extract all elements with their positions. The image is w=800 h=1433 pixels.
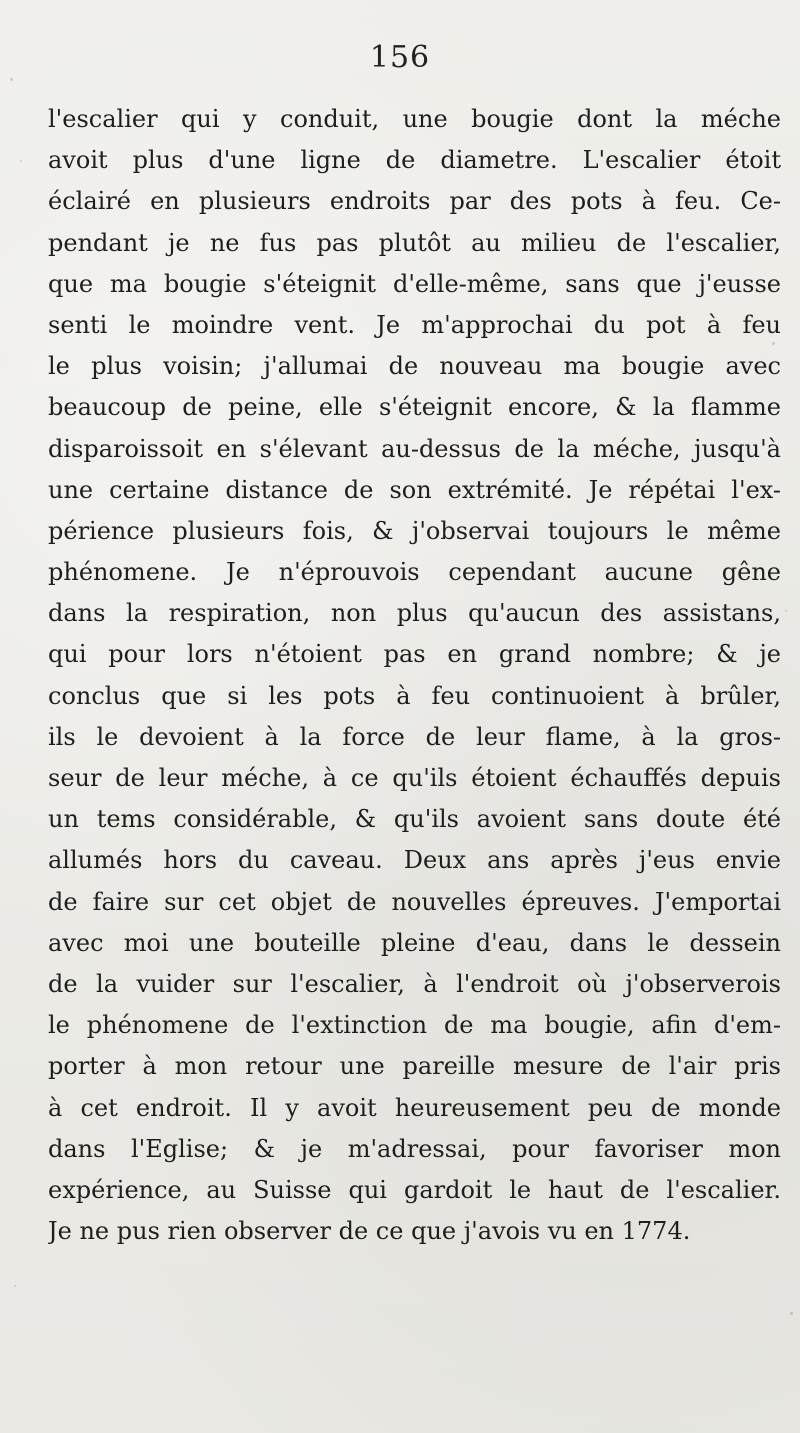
text-line: expérience, au Suisse qui gardoit le haut de l'escalier.: [48, 1175, 781, 1204]
text-line: avec moi une bouteille pleine d'eau, dans le dessein: [48, 928, 781, 957]
text-line: à cet endroit. Il y avoit heureusement peu de monde: [48, 1093, 781, 1122]
paper-speck: [14, 1285, 16, 1287]
text-line: pendant je ne fus pas plutôt au milieu de l'escalier,: [48, 228, 781, 257]
text-line: le phénomene de l'extinction de ma bougie, afin d'em-: [48, 1011, 781, 1040]
text-line: dans la respiration, non plus qu'aucun des assistans,: [48, 599, 781, 628]
text-line: le plus voisin; j'allumai de nouveau ma bougie avec: [48, 352, 781, 381]
page-number: 156: [369, 40, 431, 75]
paper-speck: [10, 78, 13, 81]
paper-speck: [20, 160, 22, 162]
body-text: [48, 99, 781, 1252]
text-line: qui pour lors n'étoient pas en grand nombre; & je: [48, 640, 781, 669]
text-line: périence plusieurs fois, & j'observai toujours le même: [48, 516, 781, 545]
text-line: une certaine distance de son extrémité. Je répétai l'ex-: [48, 475, 781, 504]
text-line: disparoissoit en s'élevant au-dessus de la méche, jusqu'à: [48, 434, 781, 463]
text-line: phénomene. Je n'éprouvois cependant aucune gêne: [48, 558, 781, 587]
text-line: un tems considérable, & qu'ils avoient sans doute été: [48, 805, 781, 834]
text-line: allumés hors du caveau. Deux ans après j'eus envie: [48, 846, 781, 875]
text-line: que ma bougie s'éteignit d'elle-même, sans que j'eusse: [48, 269, 781, 298]
text-line: l'escalier qui y conduit, une bougie dont la méche: [48, 105, 781, 133]
text-line: seur de leur méche, à ce qu'ils étoient échauffés depuis: [48, 764, 781, 792]
text-line: dans l'Eglise; & je m'adressai, pour favoriser mon: [48, 1134, 781, 1163]
text-line: porter à mon retour une pareille mesure de l'air pris: [48, 1052, 781, 1081]
text-line: Je ne pus rien observer de ce que j'avois vu en 1774.: [48, 1217, 691, 1246]
paper-speck: [785, 610, 787, 612]
text-line: beaucoup de peine, elle s'éteignit encore, & la flamme: [48, 393, 781, 422]
text-line: de la vuider sur l'escalier, à l'endroit où j'observerois: [48, 969, 781, 998]
text-line: avoit plus d'une ligne de diametre. L'escalier étoit: [48, 146, 781, 175]
text-line: ils le devoient à la force de leur flame, à la gros-: [48, 722, 781, 751]
text-line: de faire sur cet objet de nouvelles épreuves. J'emportai: [48, 887, 781, 916]
paper-speck: [790, 1312, 793, 1315]
text-line: conclus que si les pots à feu continuoient à brûler,: [48, 681, 781, 710]
text-line: éclairé en plusieurs endroits par des pots à feu. Ce-: [48, 187, 781, 216]
paper-speck: [772, 342, 775, 345]
text-line: senti le moindre vent. Je m'approchai du pot à feu: [48, 310, 781, 339]
